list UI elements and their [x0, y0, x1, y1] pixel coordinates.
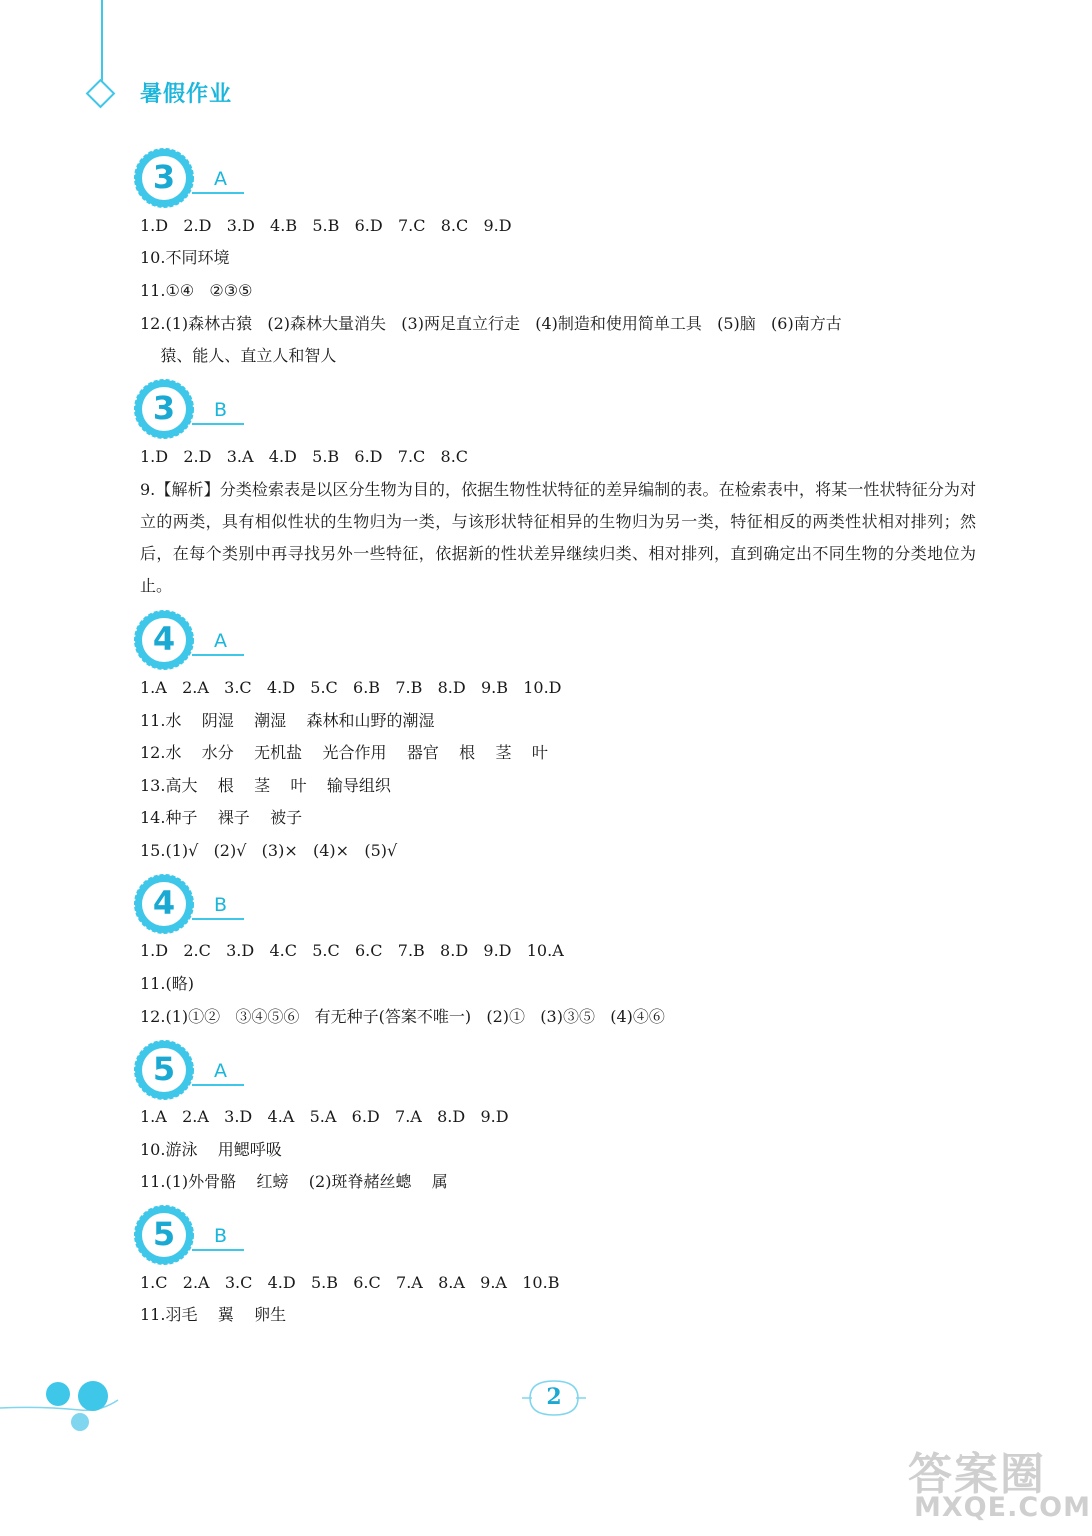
section-level: B [214, 1225, 228, 1247]
level-underline [192, 423, 244, 425]
page-header-title: 暑假作业 [140, 82, 233, 107]
answer-line: 11.(1)外骨骼 红螃 (2)斑脊赭丝蟌 属 [140, 1172, 448, 1191]
answer-line: 1.D 2.D 3.D 4.B 5.B 6.D 7.C 8.C 9.D [140, 216, 512, 235]
section-number: 5 [152, 1050, 176, 1088]
answer-line: 11.羽毛 翼 卵生 [140, 1305, 287, 1324]
answer-line: 1.A 2.A 3.C 4.D 5.C 6.B 7.B 8.D 9.B 10.D [140, 678, 562, 697]
answer-line: 12.(1)森林古猿 (2)森林大量消失 (3)两足直立行走 (4)制造和使用简单工具 (5)脑 (6)南方古 [140, 314, 842, 333]
answer-line: 猿、能人、直立人和智人 [140, 346, 337, 365]
section-level: B [214, 894, 228, 916]
header-vertical-line [101, 0, 103, 84]
answer-line: 15.(1)√ (2)√ (3)× (4)× (5)√ [140, 841, 398, 860]
section-header-3a [134, 148, 274, 208]
answer-line: 13.高大 根 茎 叶 输导组织 [140, 776, 391, 795]
answer-line: 12.水 水分 无机盐 光合作用 器官 根 茎 叶 [140, 743, 548, 762]
watermark-text: 答案圈 [908, 1449, 1046, 1500]
analysis-paragraph [140, 474, 976, 602]
answer-line: 11.①④ ②③⑤ [140, 281, 253, 300]
answer-line: 10.不同环境 [140, 248, 230, 267]
answer-line: 12.(1)①② ③④⑤⑥ 有无种子(答案不唯一) (2)① (3)③⑤ (4)④⑥ [140, 1007, 665, 1026]
section-number: 4 [152, 620, 176, 658]
section-header-4a [134, 610, 274, 670]
section-header-3b [134, 379, 274, 439]
analysis-text: 9.【解析】分类检索表是以区分生物为目的，依据生物性状特征的差异编制的表。在检索表中，将某一性状特征分为对立的两类，具有相似性状的生物归为一类，与该形状特征相异的生物归为另一类，特征相反的两类性状相对排列；然后，在每个类别中再寻找另外一些特征，依据新的性状差异继续归类、相对排列，直到确定出不同生物的分类地位为止。 [140, 480, 976, 595]
level-underline [192, 1249, 244, 1251]
answer-line: 1.D 2.C 3.D 4.C 5.C 6.C 7.B 8.D 9.D 10.A [140, 941, 564, 960]
section-number: 4 [152, 884, 176, 922]
answer-line: 11.水 阴湿 潮湿 森林和山野的潮湿 [140, 711, 435, 730]
section-number: 5 [152, 1215, 176, 1253]
answer-line: 10.游泳 用鳃呼吸 [140, 1140, 282, 1159]
level-underline [192, 192, 244, 194]
answer-line: 14.种子 裸子 被子 [140, 808, 303, 827]
level-underline [192, 918, 244, 920]
page-number-badge [522, 1377, 586, 1419]
level-underline [192, 1084, 244, 1086]
level-underline [192, 654, 244, 656]
answer-line: 11.(略) [140, 974, 194, 993]
answer-line: 1.D 2.D 3.A 4.D 5.B 6.D 7.C 8.C [140, 447, 469, 466]
section-level: A [214, 630, 227, 652]
watermark-logo [908, 1438, 1091, 1528]
footer-bubbles-icon [0, 1370, 130, 1440]
watermark-url: MXQE.COM [914, 1492, 1091, 1523]
section-level: A [214, 1060, 227, 1082]
section-header-4b [134, 874, 274, 934]
section-header-5a [134, 1040, 274, 1100]
section-number: 3 [152, 158, 176, 196]
section-header-5b [134, 1205, 274, 1265]
header-diamond-icon [86, 79, 116, 109]
section-level: B [214, 399, 228, 421]
section-number: 3 [152, 389, 176, 427]
answer-line: 1.C 2.A 3.C 4.D 5.B 6.C 7.A 8.A 9.A 10.B [140, 1273, 560, 1292]
page-number: 2 [546, 1384, 562, 1410]
answer-line: 1.A 2.A 3.D 4.A 5.A 6.D 7.A 8.D 9.D [140, 1107, 509, 1126]
section-level: A [214, 168, 227, 190]
